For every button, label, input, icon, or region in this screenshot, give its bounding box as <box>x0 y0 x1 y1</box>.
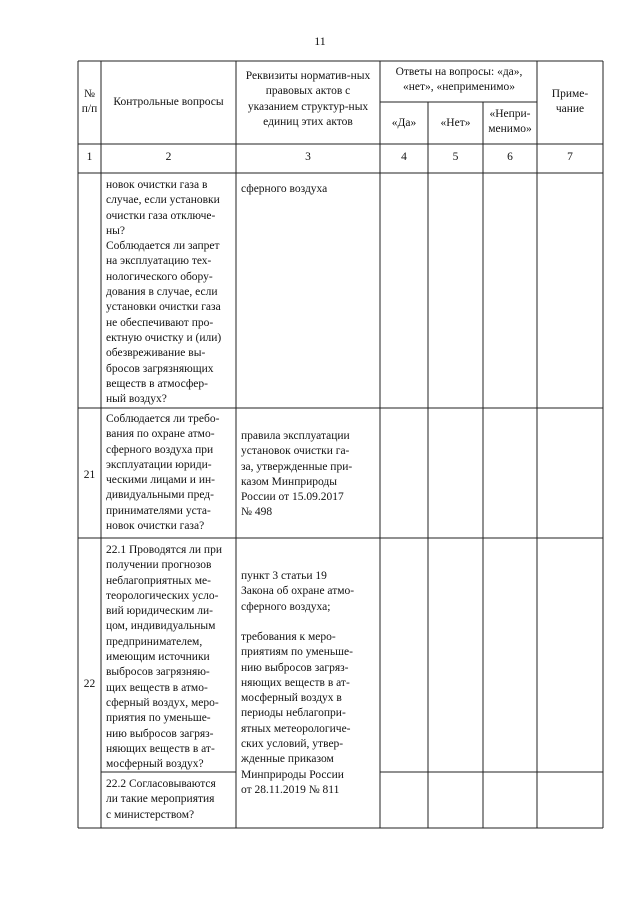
text-line: пункт 3 статьи 19 <box>241 570 327 582</box>
text-line: жденные приказом <box>241 753 334 766</box>
text-line: дивидуальными пред- <box>106 489 214 502</box>
text-line: щих веществ в атмо- <box>106 681 208 694</box>
text-line: нию выбросов загряз- <box>241 661 349 674</box>
text-line: ятных метеорологиче- <box>241 722 351 735</box>
requisite-22-1 <box>241 569 375 615</box>
text-line: новок очистки газа? <box>106 520 205 533</box>
text-line: сферный воздух, меро- <box>106 696 219 709</box>
text-line: ны? <box>106 224 125 237</box>
text-line: ектную очистку и (или) <box>106 331 222 344</box>
text-line: няющих веществ в ат- <box>241 676 350 689</box>
text-line: нию выбросов загряз- <box>106 727 214 740</box>
text-line: вий юридическим ли- <box>106 605 214 618</box>
text-line: от 28.11.2019 № 811 <box>241 783 340 796</box>
text-line: № 498 <box>241 506 273 519</box>
text-line: получении прогнозов <box>106 559 212 572</box>
text-line: Закона об охране атмо- <box>241 585 355 598</box>
text-line: неблагоприятных ме- <box>106 574 211 587</box>
text-line: сферного воздуха; <box>241 600 331 613</box>
text-line: нологического обору- <box>106 270 213 283</box>
text-line: периоды неблагопри- <box>241 707 346 720</box>
text-line: ских условий, утвер- <box>241 738 344 751</box>
header-requisites: Реквизиты норматив-ных правовых актов с указанием структур-ных единиц этих актов <box>245 70 371 128</box>
header-na: «Непри-менимо» <box>488 108 532 136</box>
requisite-21 <box>241 429 375 521</box>
text-line: случае, если установки <box>106 194 220 207</box>
text-line: сферного воздуха <box>241 183 328 195</box>
col-number: 5 <box>452 151 459 163</box>
text-line: сферного воздуха при <box>106 443 214 456</box>
text-line: установки очистки газа <box>106 301 221 314</box>
header-yes: «Да» <box>391 117 417 129</box>
text-line: казом Минприроды <box>241 475 338 488</box>
question-continued <box>106 178 234 407</box>
text-line: веществ в атмосфер- <box>106 377 208 390</box>
col-number: 3 <box>305 151 311 163</box>
text-line: приятия по уменьше- <box>106 712 211 725</box>
page-number: 11 <box>314 34 326 48</box>
text-line: России от 15.09.2017 <box>241 491 344 504</box>
text-line: предпринимателем, <box>106 635 203 648</box>
text-line: с министерством? <box>106 808 195 821</box>
header-answers: Ответы на вопросы: «да», «нет», «неприменимо» <box>395 66 523 94</box>
text-line: за, утвержденные при- <box>241 460 353 473</box>
col-number: 6 <box>507 151 513 163</box>
text-line: Соблюдается ли требо- <box>106 413 220 425</box>
question-21 <box>106 412 234 534</box>
text-line: Соблюдается ли запрет <box>106 240 220 253</box>
text-line: очистки газа отключе- <box>106 209 216 222</box>
text-line: Минприроды России <box>241 768 344 781</box>
text-line: на эксплуатацию тех- <box>106 255 212 268</box>
col-number: 7 <box>567 151 573 163</box>
text-line: мосферный воздух в <box>241 692 342 705</box>
header-questions: Контрольные вопросы <box>113 96 224 108</box>
text-line: цом, индивидуальным <box>106 620 216 633</box>
text-line: 22.1 Проводятся ли при <box>106 544 222 556</box>
text-line: правила эксплуатации <box>241 430 350 442</box>
requisite-continued <box>241 182 377 197</box>
text-line: новок очистки газа в <box>106 179 208 191</box>
text-line: ли такие мероприятия <box>106 793 215 806</box>
question-22-2 <box>106 777 234 823</box>
text-line: бросов загрязняющих <box>106 362 214 375</box>
requisite-22-2 <box>241 630 375 798</box>
text-line: 22.2 Согласовываются <box>106 778 216 790</box>
text-line: вания по охране атмо- <box>106 428 215 441</box>
text-line: не обеспечивают про- <box>106 316 214 329</box>
text-line: ный воздух? <box>106 393 167 406</box>
text-line: мосферный воздух? <box>106 758 204 771</box>
text-line: эксплуатации юриди- <box>106 458 212 471</box>
col-number: 2 <box>165 151 172 163</box>
text-line: выбросов загрязняю- <box>106 666 210 679</box>
text-line: обезвреживание вы- <box>106 347 206 360</box>
text-line: ческими лицами и ин- <box>106 474 215 487</box>
text-line: имеющим источники <box>106 651 210 664</box>
header-no: «Нет» <box>440 117 471 129</box>
text-line: принимателями уста- <box>106 504 211 517</box>
col-number: 1 <box>86 151 93 163</box>
header-num: № п/п <box>81 88 98 116</box>
col-number: 4 <box>401 151 407 163</box>
row-number: 22 <box>83 678 96 690</box>
text-line: теорологических усло- <box>106 589 219 602</box>
text-line: няющих веществ в ат- <box>106 742 215 755</box>
row-number: 21 <box>83 469 96 481</box>
text-line: требования к меро- <box>241 631 336 643</box>
text-line: дования в случае, если <box>106 286 218 299</box>
question-22-1 <box>106 543 234 772</box>
text-line: установок очистки га- <box>241 445 350 458</box>
text-line: приятиям по уменьше- <box>241 646 353 659</box>
header-note: Приме-чание <box>551 88 589 116</box>
